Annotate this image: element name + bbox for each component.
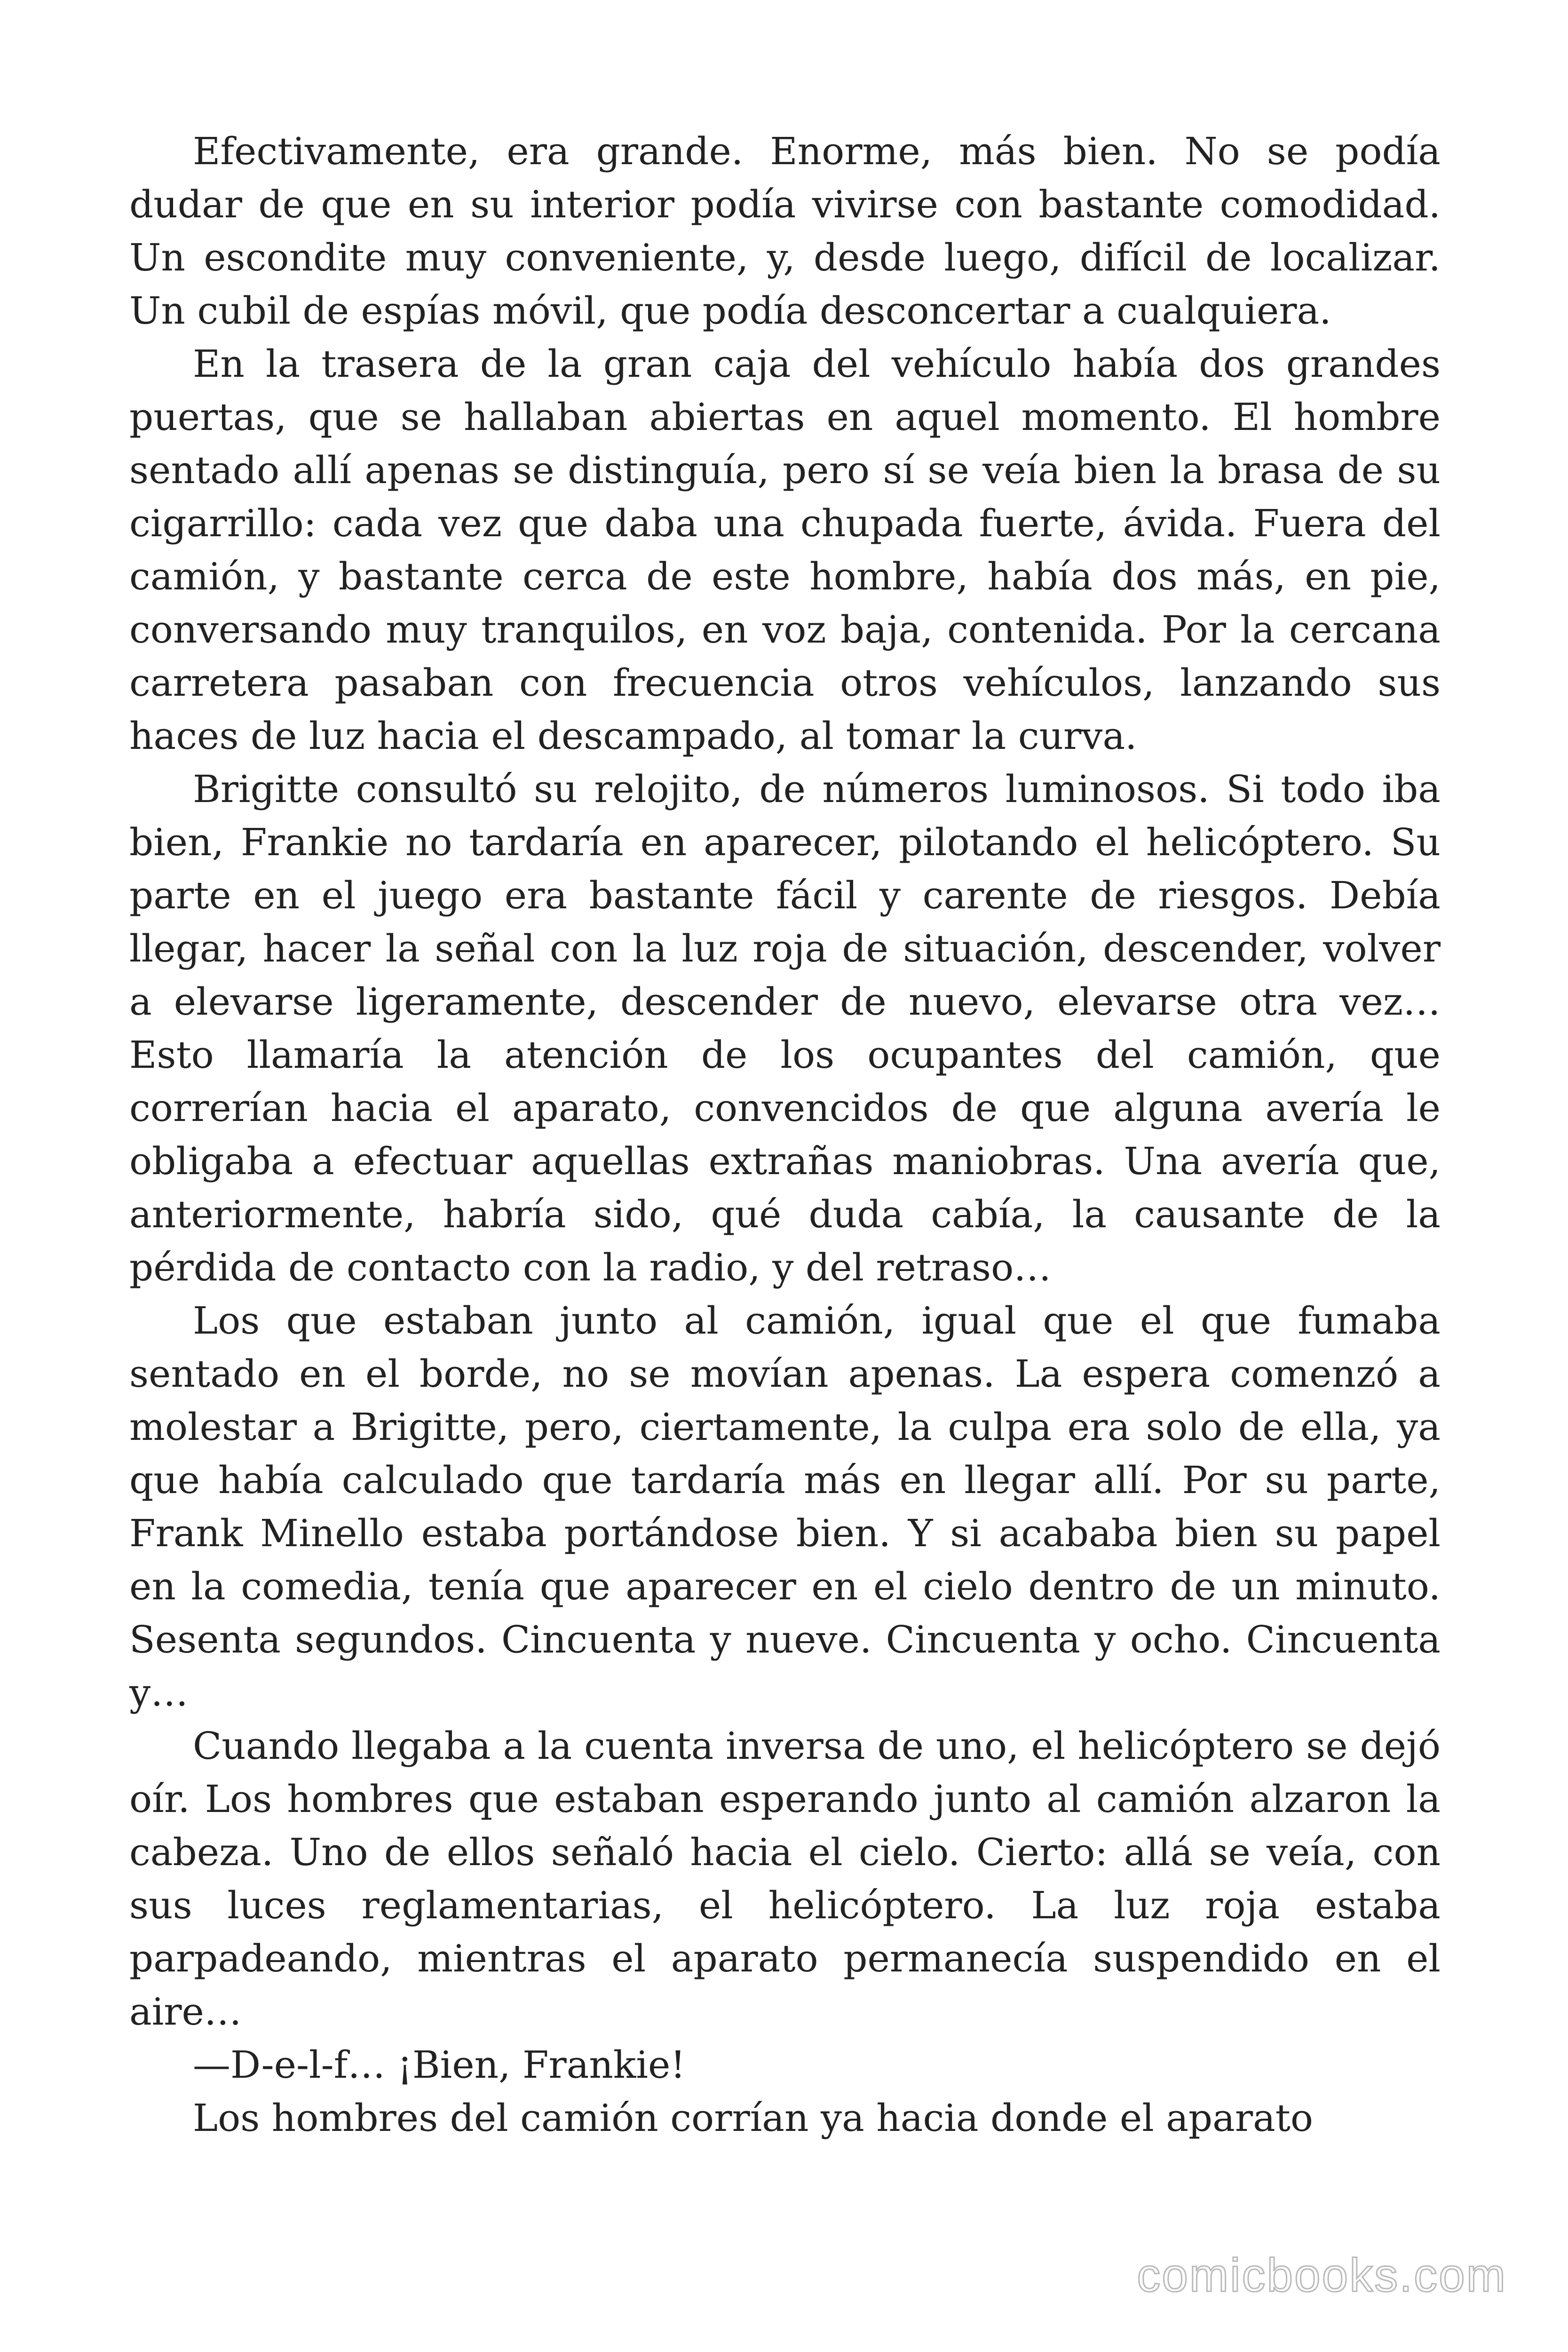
paragraph-5: Cuando llegaba a la cuenta inversa de uno, el helicóptero se dejó oír. Los hombres que estaban esperando junto al camión alzaron la cabeza. Uno de ellos señaló hacia el cielo. Cierto: allá se veía, con sus luces reglamentarias, el helicóptero. La luz roja estaba parpadeando, mientras el aparato permanecía suspendido en el aire… <box>129 1724 1441 2034</box>
book-page-text <box>129 125 1441 2145</box>
paragraph-3: Brigitte consultó su relojito, de números luminosos. Si todo iba bien, Frankie no tardaría en aparecer, pilotando el helicóptero. Su parte en el juego era bastante fácil y carente de riesgos. Debía llegar, hacer la señal con la luz roja de situación, descender, volver a elevarse ligeramente, descender de nuevo, elevarse otra vez… Esto llamaría la atención de los ocupantes del camión, que correrían hacia el aparato, convencidos de que alguna avería le obligaba a efectuar aquellas extrañas maniobras. Una avería que, anteriormente, habría sido, qué duda cabía, la causante de la pérdida de contacto con la radio, y del retraso… <box>129 767 1441 1289</box>
watermark: comicbooks.com <box>1137 2249 1507 2302</box>
paragraph-4: Los que estaban junto al camión, igual que el que fumaba sentado en el borde, no se movían apenas. La espera comenzó a molestar a Brigitte, pero, ciertamente, la culpa era solo de ella, ya que había calculado que tardaría más en llegar allí. Por su parte, Frank Minello estaba portándose bien. Y si acababa bien su papel en la comedia, tenía que aparecer en el cielo dentro de un minuto. Sesenta segundos. Cincuenta y nueve. Cincuenta y ocho. Cincuenta y… <box>129 1299 1441 1715</box>
paragraph-2: En la trasera de la gran caja del vehículo había dos grandes puertas, que se hallaban abiertas en aquel momento. El hombre sentado allí apenas se distinguía, pero sí se veía bien la brasa de su cigarrillo: cada vez que daba una chupada fuerte, ávida. Fuera del camión, y bastante cerca de este hombre, había dos más, en pie, conversando muy tranquilos, en voz baja, contenida. Por la cercana carretera pasaban con frecuencia otros vehículos, lanzando sus haces de luz hacia el descampado, al tomar la curva. <box>129 342 1441 758</box>
paragraph-1: Efectivamente, era grande. Enorme, más bien. No se podía dudar de que en su interior podía vivirse con bastante comodidad. Un escondite muy conveniente, y, desde luego, difícil de localizar. Un cubil de espías móvil, que podía desconcertar a cualquiera. <box>129 129 1441 333</box>
paragraph-7: Los hombres del camión corrían ya hacia donde el aparato <box>193 2096 1314 2140</box>
dialogue-line: —D-e-l-f… ¡Bien, Frankie! <box>193 2043 686 2087</box>
